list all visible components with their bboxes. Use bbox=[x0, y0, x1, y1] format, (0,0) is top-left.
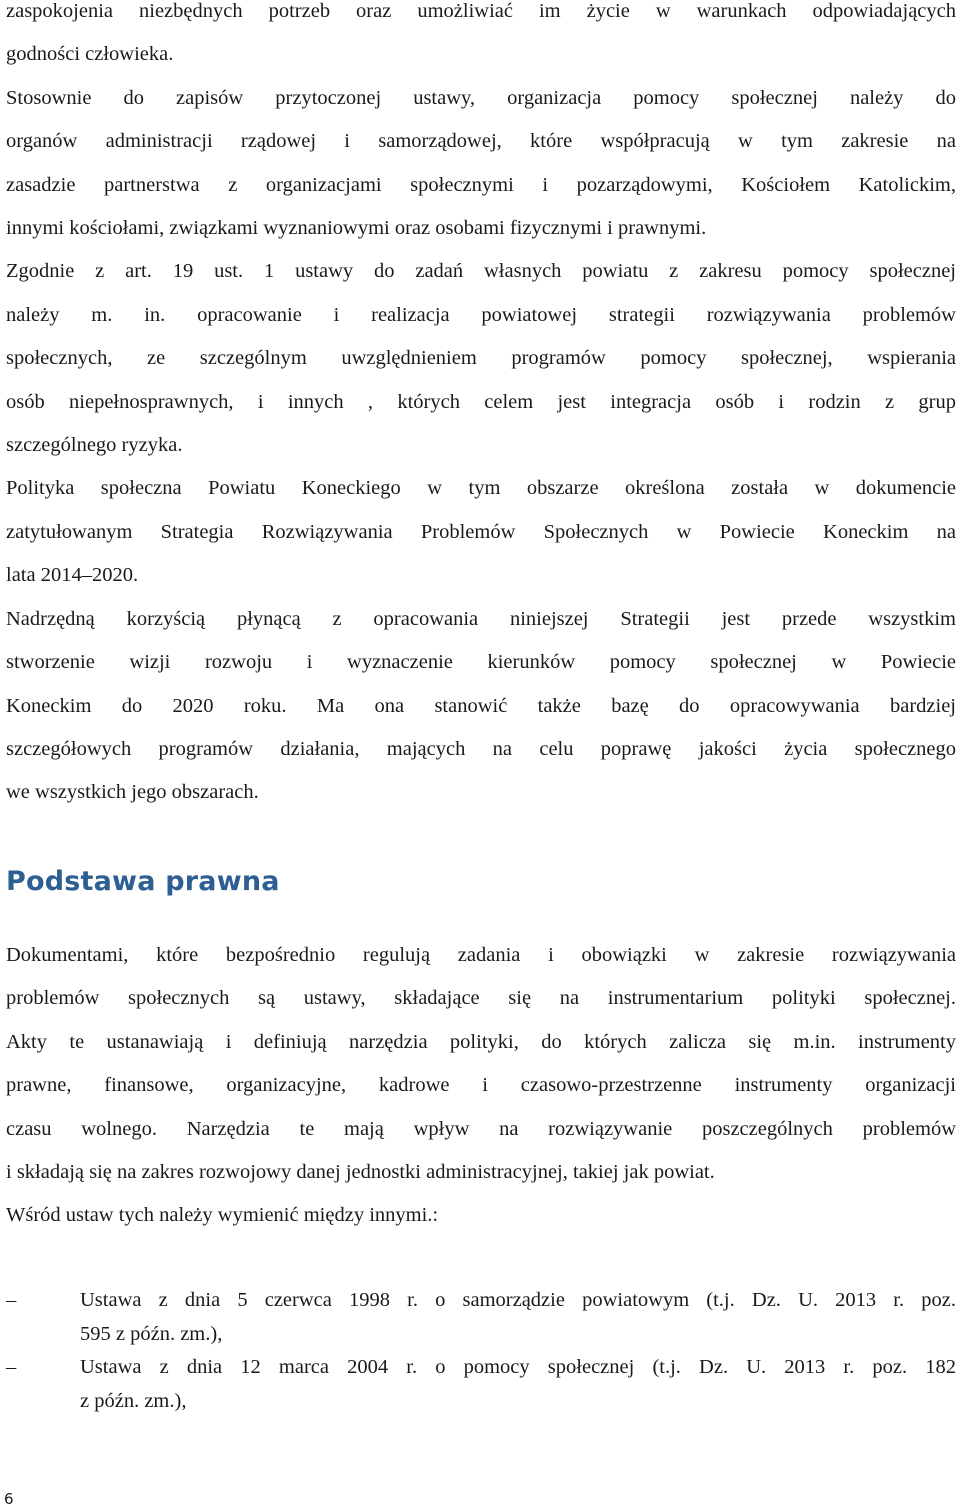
text-line: Polityka społeczna Powiatu Koneckiego w tym obszarze określona została w dokumencie bbox=[6, 477, 956, 500]
body-text-top bbox=[6, 0, 956, 815]
list-item bbox=[6, 1351, 956, 1418]
text-line: Wśród ustaw tych należy wymienić między innymi.: bbox=[6, 1204, 439, 1227]
text-line: stworzenie wizji rozwoju i wyznaczenie kierunków pomocy społecznej w Powiecie bbox=[6, 651, 956, 674]
text-line: szczegółowych programów działania, mających na celu poprawę jakości życia społecznego bbox=[6, 737, 956, 760]
page-number: 6 bbox=[4, 1490, 14, 1508]
list-item-line: z późn. zm.), bbox=[80, 1389, 187, 1412]
list-item-line: Ustawa z dnia 5 czerwca 1998 r. o samorządzie powiatowym (t.j. Dz. U. 2013 r. poz. bbox=[80, 1289, 956, 1311]
dash-marker: – bbox=[6, 1356, 17, 1378]
text-line: szczególnego ryzyka. bbox=[6, 434, 183, 457]
text-line: i składają się na zakres rozwojowy danej jednostki administracyjnej, takiej jak powiat. bbox=[6, 1161, 715, 1184]
text-line: we wszystkich jego obszarach. bbox=[6, 781, 259, 804]
text-line: Koneckim do 2020 roku. Ma ona stanowić także bazę do opracowywania bardziej bbox=[6, 694, 956, 717]
text-line: innymi kościołami, związkami wyznaniowymi oraz osobami fizycznymi i prawnymi. bbox=[6, 217, 707, 240]
text-line: lata 2014–2020. bbox=[6, 564, 139, 587]
list-item-line: Ustawa z dnia 12 marca 2004 r. o pomocy społecznej (t.j. Dz. U. 2013 r. poz. 182 bbox=[80, 1356, 956, 1378]
body-text-bottom bbox=[6, 934, 956, 1238]
dash-marker: – bbox=[6, 1289, 17, 1311]
text-line: zatytułowanym Strategia Rozwiązywania Problemów Społecznych w Powiecie Koneckim na bbox=[6, 520, 956, 543]
law-list bbox=[6, 1284, 956, 1418]
text-line: osób niepełnosprawnych, i innych , których celem jest integracja osób i rodzin z grup bbox=[6, 390, 956, 413]
text-line: prawne, finansowe, organizacyjne, kadrowe i czasowo-przestrzenne instrumenty organizacji bbox=[6, 1074, 956, 1097]
text-line: zaspokojenia niezbędnych potrzeb oraz umożliwiać im życie w warunkach odpowiadających bbox=[6, 0, 956, 22]
text-line: Dokumentami, które bezpośrednio regulują zadania i obowiązki w zakresie rozwiązywania bbox=[6, 944, 956, 966]
text-line: czasu wolnego. Narzędzia te mają wpływ na rozwiązywanie poszczególnych problemów bbox=[6, 1117, 956, 1140]
text-line: Akty te ustanawiają i definiują narzędzia polityki, do których zalicza się m.in. instrumenty bbox=[6, 1030, 956, 1053]
text-line: Nadrzędną korzyścią płynącą z opracowania niniejszej Strategii jest przede wszystkim bbox=[6, 607, 956, 630]
text-line: organów administracji rządowej i samorządowej, które współpracują w tym zakresie na bbox=[6, 130, 956, 153]
text-line: należy m. in. opracowanie i realizacja powiatowej strategii rozwiązywania problemów bbox=[6, 303, 956, 326]
list-item-line: 595 z późn. zm.), bbox=[80, 1322, 223, 1345]
list-item bbox=[6, 1284, 956, 1351]
text-line: społecznych, ze szczególnym uwzględnieniem programów pomocy społecznej, wspierania bbox=[6, 347, 956, 370]
text-line: problemów społecznych są ustawy, składające się na instrumentarium polityki społecznej. bbox=[6, 987, 956, 1010]
section-heading: Podstawa prawna bbox=[6, 866, 280, 897]
text-line: zasadzie partnerstwa z organizacjami społecznymi i pozarządowymi, Kościołem Katolickim, bbox=[6, 173, 956, 196]
text-line: godności człowieka. bbox=[6, 43, 174, 66]
text-line: Stosownie do zapisów przytoczonej ustawy, organizacja pomocy społecznej należy do bbox=[6, 86, 956, 109]
text-line: Zgodnie z art. 19 ust. 1 ustawy do zadań własnych powiatu z zakresu pomocy społecznej bbox=[6, 260, 956, 283]
